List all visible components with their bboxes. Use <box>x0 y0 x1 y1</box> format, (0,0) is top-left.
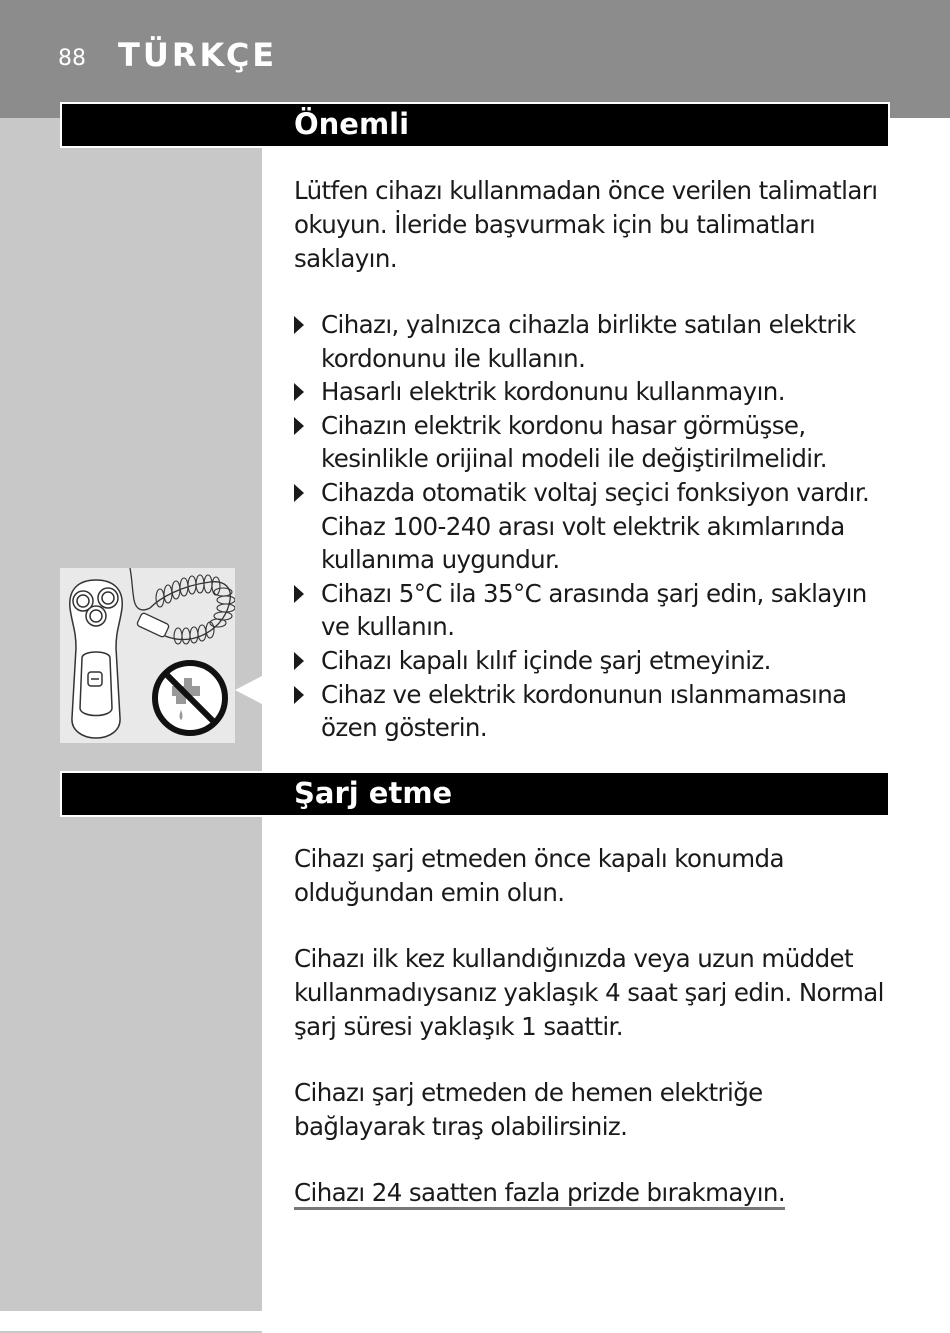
charging-paragraph: Cihazı ilk kez kullandığınızda veya uzun müddet kullanmadıysanız yaklaşık 4 saat şarj edin. Normal şarj süresi yaklaşık 1 saattir. <box>294 944 884 1041</box>
bullet-arrow-icon <box>294 417 304 435</box>
bullet-arrow-icon <box>294 686 304 704</box>
page-number: 88 <box>58 46 86 71</box>
list-item: Cihazda otomatik voltaj seçici fonksiyon vardır. Cihaz 100-240 arası volt elektrik akımlarında kullanıma uygundur. <box>294 476 894 577</box>
no-water-icon <box>155 663 225 733</box>
list-item: Cihazı, yalnızca cihazla birlikte satılan elektrik kordonunu ile kullanın. <box>294 308 894 375</box>
coiled-cord-icon <box>130 568 235 644</box>
safety-bullet-list <box>294 308 894 745</box>
illustration-pointer <box>235 676 262 704</box>
section-heading-bar <box>60 102 890 148</box>
list-item: Cihazın elektrik kordonu hasar görmüşse, kesinlikle orijinal modeli ile değiştirilmelidir. <box>294 409 894 476</box>
shaver-icon <box>60 568 235 743</box>
list-item: Cihazı kapalı kılıf içinde şarj etmeyiniz. <box>294 644 894 678</box>
list-item: Cihazı 5°C ila 35°C arasında şarj edin, saklayın ve kullanın. <box>294 577 894 644</box>
bullet-arrow-icon <box>294 585 304 603</box>
bullet-arrow-icon <box>294 316 304 334</box>
intro-paragraph: Lütfen cihazı kullanmadan önce verilen talimatları okuyun. İleride başvurmak için bu talimatları saklayın. <box>294 176 878 273</box>
bullet-arrow-icon <box>294 652 304 670</box>
charging-warning: Cihazı 24 saatten fazla prizde bırakmayın. <box>294 1178 786 1207</box>
language-title: TÜRKÇE <box>118 36 278 74</box>
charging-paragraph: Cihazı şarj etmeden önce kapalı konumda olduğundan emin olun. <box>294 844 784 907</box>
bullet-arrow-icon <box>294 383 304 401</box>
list-item: Cihaz ve elektrik kordonunun ıslanmamasına özen gösterin. <box>294 678 894 745</box>
shaver-illustration <box>60 568 235 743</box>
section-heading-bar <box>60 771 890 817</box>
section-title-charging: Şarj etme <box>294 776 453 810</box>
section-title-important: Önemli <box>294 107 410 141</box>
charging-paragraph: Cihazı şarj etmeden de hemen elektriğe bağlayarak tıraş olabilirsiniz. <box>294 1078 763 1141</box>
list-item: Hasarlı elektrik kordonunu kullanmayın. <box>294 375 894 409</box>
bullet-arrow-icon <box>294 484 304 502</box>
